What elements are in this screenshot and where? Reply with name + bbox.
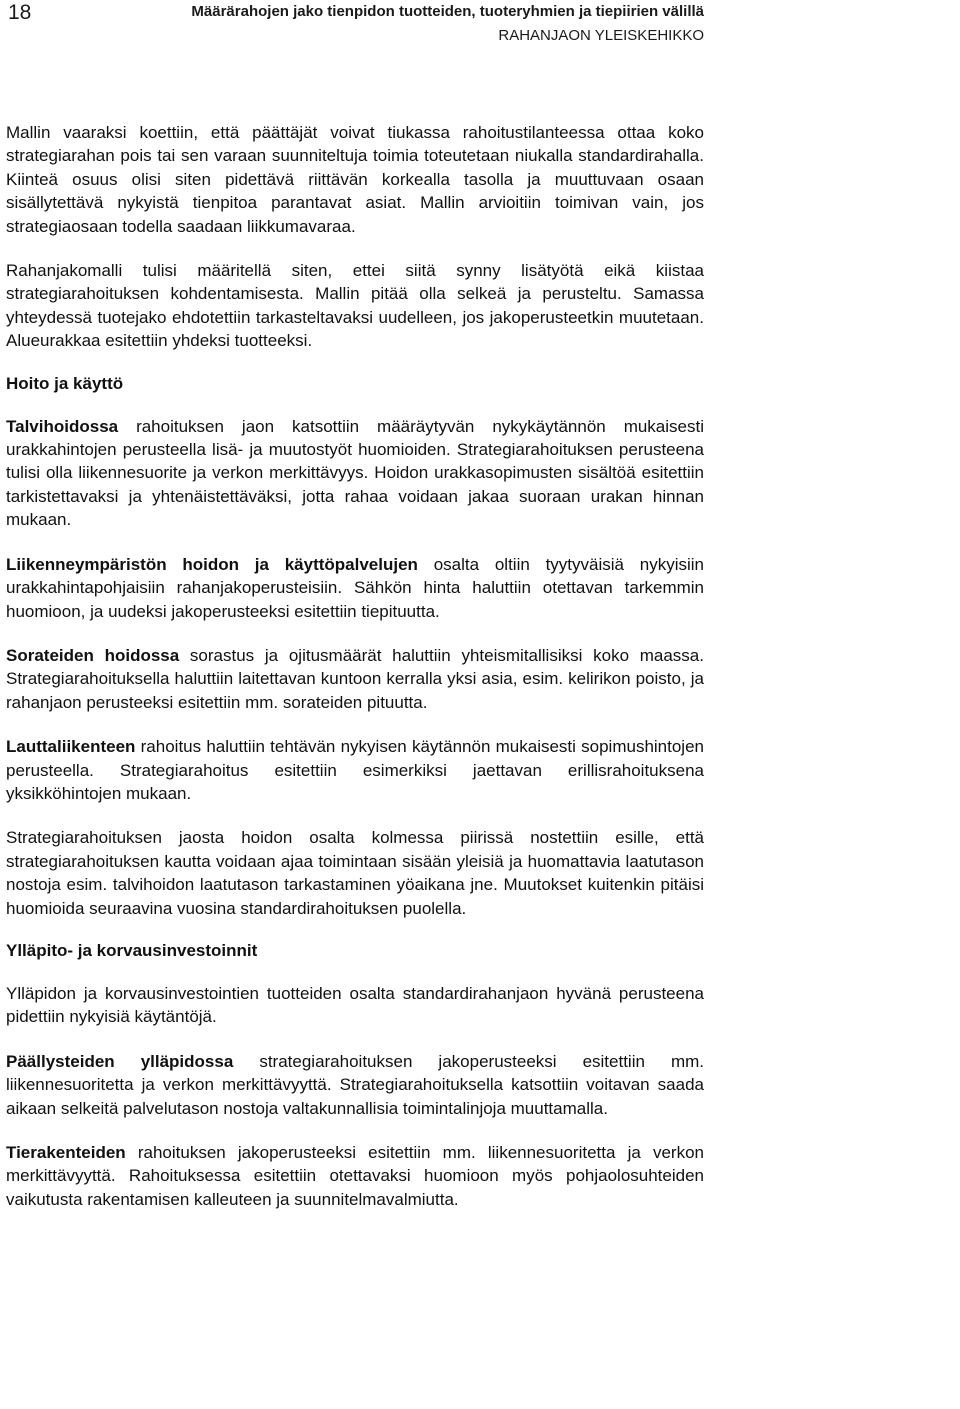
paragraph-lead: Päällysteiden ylläpidossa <box>6 1051 234 1071</box>
paragraph-text: rahoituksen jaon katsottiin määräytyvän nykykäytännön mukaisesti urakkahintojen perusteella lisä- ja muutostyöt huomioiden. Strategiarahoituksen perusteena tulisi olla liikennesuorite ja verkon merkittävyys. Hoidon urakkasopimusten sisältöä esitettiin tarkistettavaksi ja yhtenäistettäväksi, jotta rahaa voidaan jakaa suoraan urakan hinnan mukaan. <box>6 416 704 530</box>
paragraph <box>6 415 704 532</box>
paragraph-text: rahoitus haluttiin tehtävän nykyisen käytännön mukaisesti sopimushintojen perusteella. Strategiarahoitus esitettiin esimerkiksi jaettavan erillisrahoituksena yksikköhintojen mukaan. <box>6 737 704 803</box>
running-header <box>132 0 704 48</box>
paragraph: Rahanjakomalli tulisi määritellä siten, ettei siitä synny lisätyötä eikä kiistaa strategiarahoituksen kohdentamisesta. Mallin pitää olla selkeä ja perusteltu. Samassa yhteydessä tuotejako ehdotettiin tarkasteltavaksi uudelleen, jos jakoperusteetkin muutetaan. Alueurakkaa esitettiin yhdeksi tuotteeksi. <box>6 261 704 351</box>
paragraph-text: rahoituksen jakoperusteeksi esitettiin mm. liikennesuoritetta ja verkon merkittävyyttä. Rahoituksessa esitettiin otettavaksi huomioon myös pohjaolosuhteiden vaikutusta rakentamisen kalleuteen ja suunnitelmavalmiutta. <box>6 1143 704 1209</box>
paragraph-lead: Sorateiden hoidossa <box>6 645 180 665</box>
paragraph <box>6 553 704 623</box>
paragraph-lead: Lauttaliikenteen <box>6 737 136 757</box>
paragraph-lead: Tierakenteiden <box>6 1143 126 1162</box>
header-title: Määrärahojen jako tienpidon tuotteiden, tuoteryhmien ja tiepiirien välillä <box>191 3 704 20</box>
paragraph-text: osalta oltiin tyytyväisiä nykyisiin urakkahintapohjaisiin rahanjakoperusteisiin. Sähkön hinta haluttiin otettavan tarkemmin huomioon, ja uudeksi jakoperusteeksi esitettiin tiepituutta. <box>6 554 704 621</box>
section-heading: Hoito ja käyttö <box>6 373 124 393</box>
paragraph <box>6 735 704 805</box>
paragraph: Strategiarahoituksen jaosta hoidon osalta kolmessa piirissä nostettiin esille, että strategiarahoituksen kautta voidaan ajaa toimintaan sisään yleisiä ja huomattavia laatutason nostoja esim. talvihoidon laatutason tarkastaminen yöaikana jne. Muutokset kuitenkin pitäisi huomioida seuraavina vuosina standardirahoituksen puolella. <box>6 828 704 918</box>
paragraph-lead: Talvihoidossa <box>6 416 119 436</box>
paragraph: Mallin vaaraksi koettiin, että päättäjät voivat tiukassa rahoitustilanteessa ottaa koko strategiarahan pois tai sen varaan suunniteltuja toimia toteutetaan niukalla standardirahalla. Kiinteä osuus olisi siten pidettävä riittävän korkealla tasolla ja muuttuvaan osaan sisällytettävä nykyistä tienpitoa parantavat asiat. Mallin arvioitiin toimivan vain, jos strategiaosaan todella saadaan liikkumavaraa. <box>6 123 704 236</box>
header-subtitle: RAHANJAON YLEISKEHIKKO <box>498 27 704 44</box>
paragraph-lead: Liikenneympäristön hoidon ja käyttöpalvelujen <box>6 554 418 574</box>
paragraph <box>6 1141 704 1211</box>
section-heading: Ylläpito- ja korvausinvestoinnit <box>6 940 258 960</box>
page-number: 18 <box>8 1 32 24</box>
paragraph-text: strategiarahoituksen jakoperusteeksi esitettiin mm. liikennesuoritetta ja verkon merkittävyyttä. Strategiarahoituksella katsottiin voitavan saada aikaan selkeitä palvelutason nostoja valtakunnallisia toimintalinjoja muuttamalla. <box>6 1051 705 1118</box>
paragraph <box>6 1050 704 1120</box>
paragraph <box>6 644 704 714</box>
paragraph: Ylläpidon ja korvausinvestointien tuotteiden osalta standardirahanjaon hyvänä perusteena pidettiin nykyisiä käytäntöjä. <box>6 983 704 1027</box>
paragraph-text: sorastus ja ojitusmäärät haluttiin yhteismitallisiksi koko maassa. Strategiarahoituksella haluttiin laitettavan kuntoon kerralla yksi asia, esim. kelirikon poisto, ja rahanjaon perusteeksi esitettiin mm. sorateiden pituutta. <box>6 645 704 712</box>
body-text <box>6 121 704 1232</box>
